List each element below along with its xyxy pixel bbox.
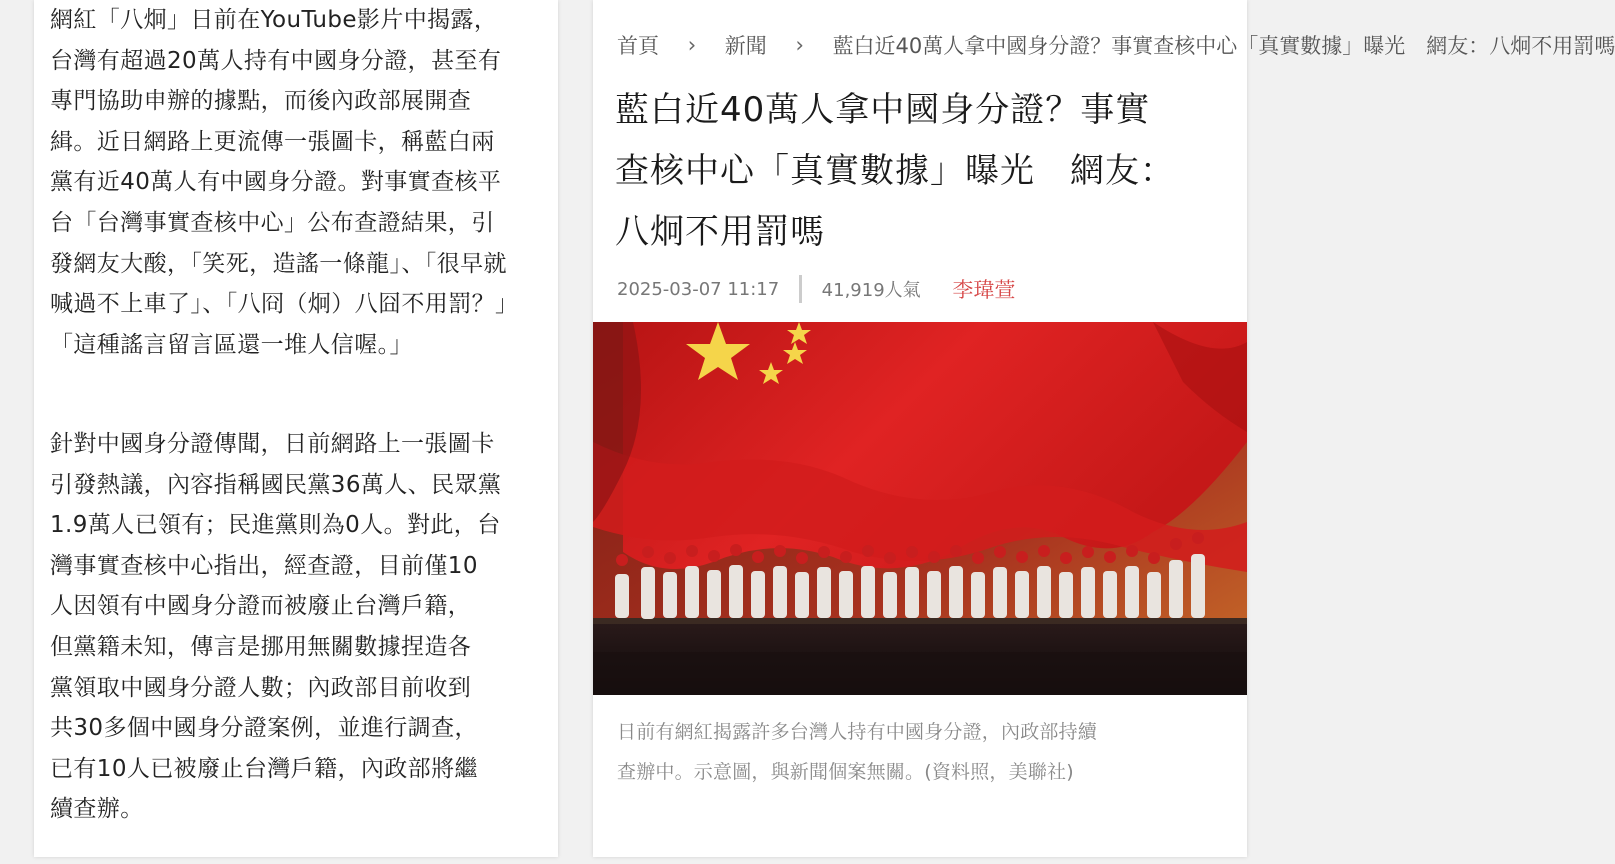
paragraph-line: 專門協助申辦的據點，而後內政部展開查 [50,88,472,115]
meta-divider [799,275,802,303]
left-article-card [34,0,558,857]
paragraph-line: 喊過不上車了」、「八冏（炯）八囧不用罰？」 [50,291,519,318]
view-count: 41,919人氣 [821,280,921,301]
paragraph-line: 黨領取中國身分證人數；內政部目前收到 [50,674,472,701]
right-article-card [593,0,1615,857]
paragraph-line: 人因領有中國身分證而被廢止台灣戶籍， [50,593,472,620]
author-link[interactable]: 李瑋萱 [952,278,1016,302]
breadcrumb [617,30,1615,64]
chevron-right-icon: › [795,33,804,57]
breadcrumb-news-link[interactable]: 新聞 [724,34,767,58]
breadcrumb-home-link[interactable]: 首頁 [617,34,659,58]
paragraph-line: 緝。近日網路上更流傳一張圖卡，稱藍白兩 [50,128,495,155]
paragraph-line: 網紅「八炯」日前在YouTube影片中揭露， [50,7,498,33]
article-paragraph-1 [50,0,550,365]
paragraph-line: 灣事實查核中心指出，經查證，目前僅10 [50,552,478,579]
paragraph-line: 發網友大酸，「笑死，造謠一條龍」、「很早就 [50,250,507,277]
photo-caption [617,712,1233,792]
paragraph-line: 但黨籍未知，傳言是挪用無關數據捏造各 [50,633,472,660]
paragraph-line: 針對中國身分證傳聞，日前網路上一張圖卡 [50,431,495,457]
headline-line: 查核中心「真實數據」曝光 網友： [615,151,1175,191]
article-body-text [50,0,550,365]
paragraph-line: 已有10人已被廢止台灣戶籍，內政部將繼 [50,755,478,782]
headline-line: 八炯不用罰嗎 [615,212,825,252]
paragraph-line: 1.9萬人已領有；民進黨則為0人。對此，台 [50,512,501,539]
article-headline [615,80,1241,263]
article-meta [617,274,1237,306]
headline-line: 藍白近40萬人拿中國身分證？事實 [615,90,1151,130]
paragraph-line: 引發熱議，內容指稱國民黨36萬人、民眾黨 [50,471,502,498]
paragraph-line: 台「台灣事實查核中心」公布查證結果，引 [50,209,495,236]
chevron-right-icon: › [687,33,697,57]
paragraph-line: 「這種謠言留言區還一堆人信喔。」 [50,331,413,358]
paragraph-line: 台灣有超過20萬人持有中國身分證，甚至有 [50,47,502,74]
article-paragraph-2 [50,424,501,830]
paragraph-line: 續查辦。 [50,796,144,823]
breadcrumb-current: 藍白近40萬人拿中國身分證？事實查核中心「真實數據」曝光 網友：八炯不用罰嗎 [832,34,1615,58]
paragraph-line: 共30多個中國身分證案例，並進行調查， [50,715,478,742]
publish-datetime: 2025-03-07 11:17 [617,278,780,300]
article-photo [593,322,1247,695]
caption-line: 日前有網紅揭露許多台灣人持有中國身分證，內政部持續 [617,721,1098,743]
caption-line: 查辦中。示意圖，與新聞個案無關。(資料照，美聯社) [617,761,1074,783]
paragraph-line: 黨有近40萬人有中國身分證。對事實查核平 [50,169,502,196]
flag-ceremony-image [593,322,1247,695]
